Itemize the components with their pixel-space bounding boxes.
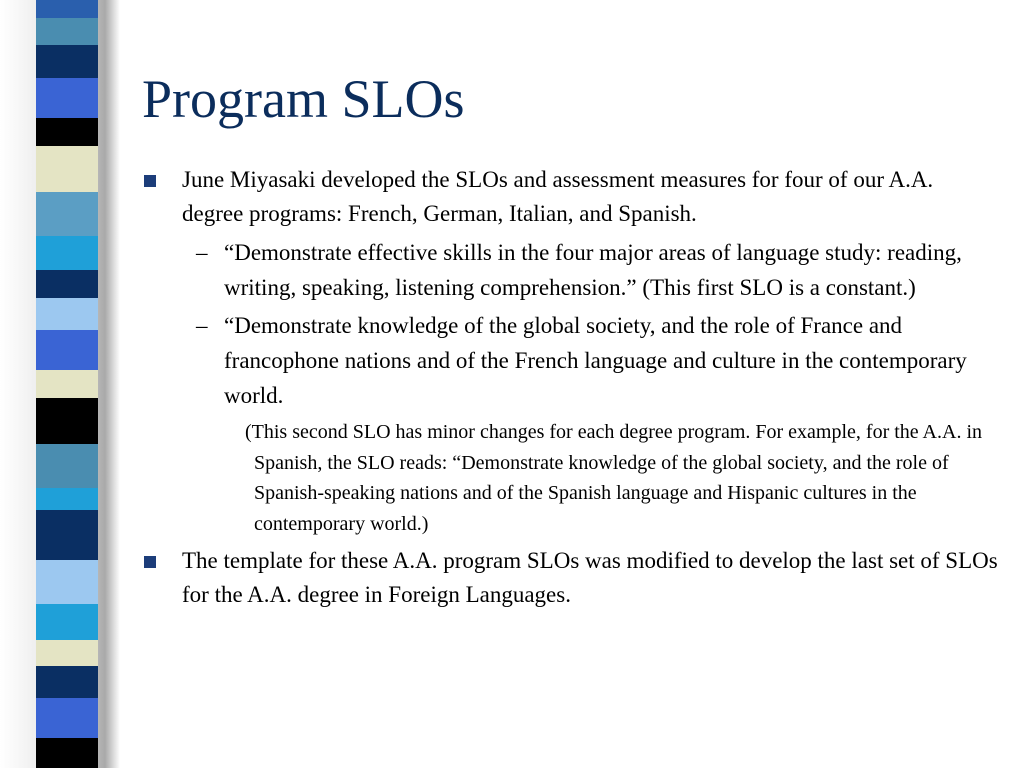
sub-bullet-item (140, 235, 1000, 305)
stripe-band (36, 18, 98, 45)
stripe-band (36, 510, 98, 560)
sub-bullet-item (140, 308, 1000, 413)
stripe-band (36, 398, 98, 444)
bullet-item (140, 544, 1000, 612)
stripe-band (36, 738, 98, 768)
bullet-item (140, 163, 1000, 231)
stripe-band (36, 192, 98, 236)
stripe-band (36, 146, 98, 192)
stripe-band (36, 666, 98, 698)
stripe-band (36, 270, 98, 298)
stripe-band (36, 698, 98, 738)
decorative-stripe (0, 0, 120, 768)
sub-bullet-text: “Demonstrate effective skills in the four major areas of language study: reading, writing, speaking, listening comprehension.” (This first SLO is a constant.) (224, 240, 962, 300)
dash-icon: – (196, 313, 208, 338)
slide-body (140, 163, 1000, 616)
stripe-band (36, 640, 98, 666)
dash-icon: – (196, 240, 208, 265)
stripe-band (36, 298, 98, 330)
square-bullet-icon (144, 175, 156, 187)
square-bullet-icon (144, 556, 156, 568)
stripe-band (36, 45, 98, 78)
slide-title: Program SLOs (142, 69, 465, 129)
stripe-band (36, 444, 98, 488)
stripe-band (36, 604, 98, 640)
stripe-band (36, 330, 98, 370)
bullet-text: June Miyasaki developed the SLOs and assessment measures for four of our A.A. degree programs: French, German, Italian, and Spanish. (182, 167, 934, 226)
stripe-band (36, 78, 98, 118)
note-text: (This second SLO has minor changes for each degree program. For example, for the A.A. in Spanish, the SLO reads: “Demonstrate knowledge of the global society, and the role of Spanish-speaking nations and of the Spanish language and Hispanic cultures in the contemporary world.) (245, 421, 983, 535)
bullet-text: The template for these A.A. program SLOs was modified to develop the last set of SLOs for the A.A. degree in Foreign Languages. (182, 548, 998, 607)
stripe-band (36, 370, 98, 398)
stripe-band (36, 560, 98, 604)
stripe-band (36, 118, 98, 146)
stripe-band (36, 488, 98, 510)
stripe-band (36, 0, 98, 18)
sub-bullet-text: “Demonstrate knowledge of the global society, and the role of France and francophone nations and of the French language and culture in the contemporary world. (224, 313, 967, 408)
stripe-band (36, 236, 98, 270)
